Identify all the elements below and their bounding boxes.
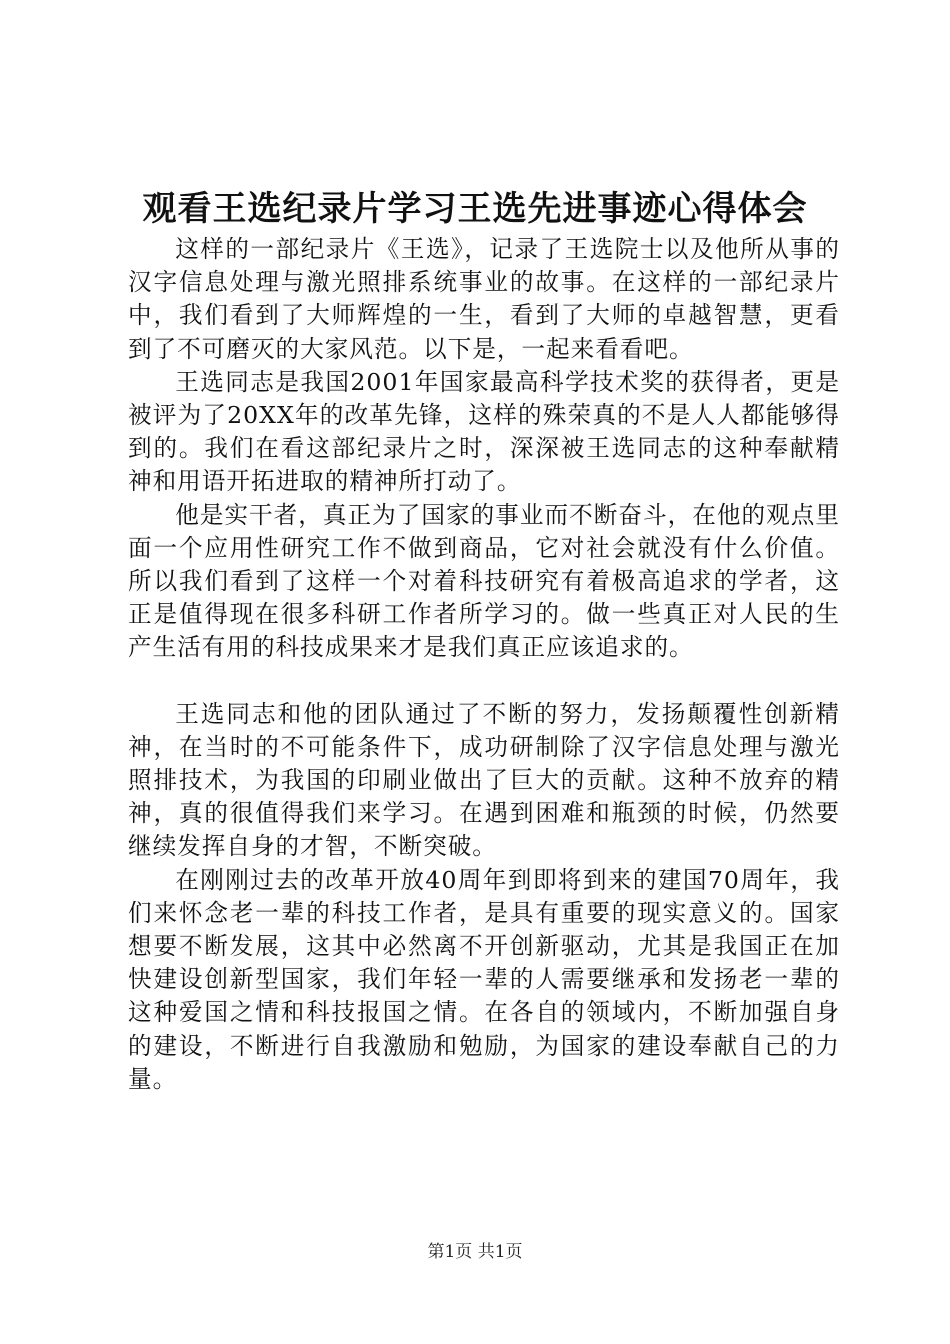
document-title: 观看王选纪录片学习王选先进事迹心得体会 <box>142 189 808 229</box>
paragraph-2: 王选同志是我国2001年国家最高科学技术奖的获得者，更是被评为了20XX年的改革先锋，这样的殊荣真的不是人人都能够得到的。我们在看这部纪录片之时，深深被王选同志的这种奉献精神和用语开拓进取的精神所打动了。 <box>128 367 840 496</box>
document-body <box>128 233 840 1096</box>
page-number-footer: 第1页 共1页 <box>427 1242 523 1262</box>
paragraph-3: 他是实干者，真正为了国家的事业而不断奋斗，在他的观点里面一个应用性研究工作不做到商品，它对社会就没有什么价值。所以我们看到了这样一个对着科技研究有着极高追求的学者，这正是值得现在很多科研工作者所学习的。做一些真正对人民的生产生活有用的科技成果来才是我们真正应该追求的。 <box>128 500 840 662</box>
paragraph-4: 王选同志和他的团队通过了不断的努力，发扬颠覆性创新精神，在当时的不可能条件下，成功研制除了汉字信息处理与激光照排技术，为我国的印刷业做出了巨大的贡献。这种不放弃的精神，真的很值得我们来学习。在遇到困难和瓶颈的时候，仍然要继续发挥自身的才智，不断突破。 <box>128 699 840 861</box>
paragraph-5: 在刚刚过去的改革开放40周年到即将到来的建国70周年，我们来怀念老一辈的科技工作者，是具有重要的现实意义的。国家想要不断发展，这其中必然离不开创新驱动，尤其是我国正在加快建设创新型国家，我们年轻一辈的人需要继承和发扬老一辈的这种爱国之情和科技报国之情。在各自的领域内，不断加强自身的建设，不断进行自我激励和勉励，为国家的建设奉献自己的力量。 <box>128 865 840 1093</box>
paragraph-1: 这样的一部纪录片《王选》，记录了王选院士以及他所从事的汉字信息处理与激光照排系统事业的故事。在这样的一部纪录片中，我们看到了大师辉煌的一生，看到了大师的卓越智慧，更看到了不可磨灭的大家风范。以下是，一起来看看吧。 <box>128 235 840 363</box>
paragraph-spacer <box>128 665 840 698</box>
